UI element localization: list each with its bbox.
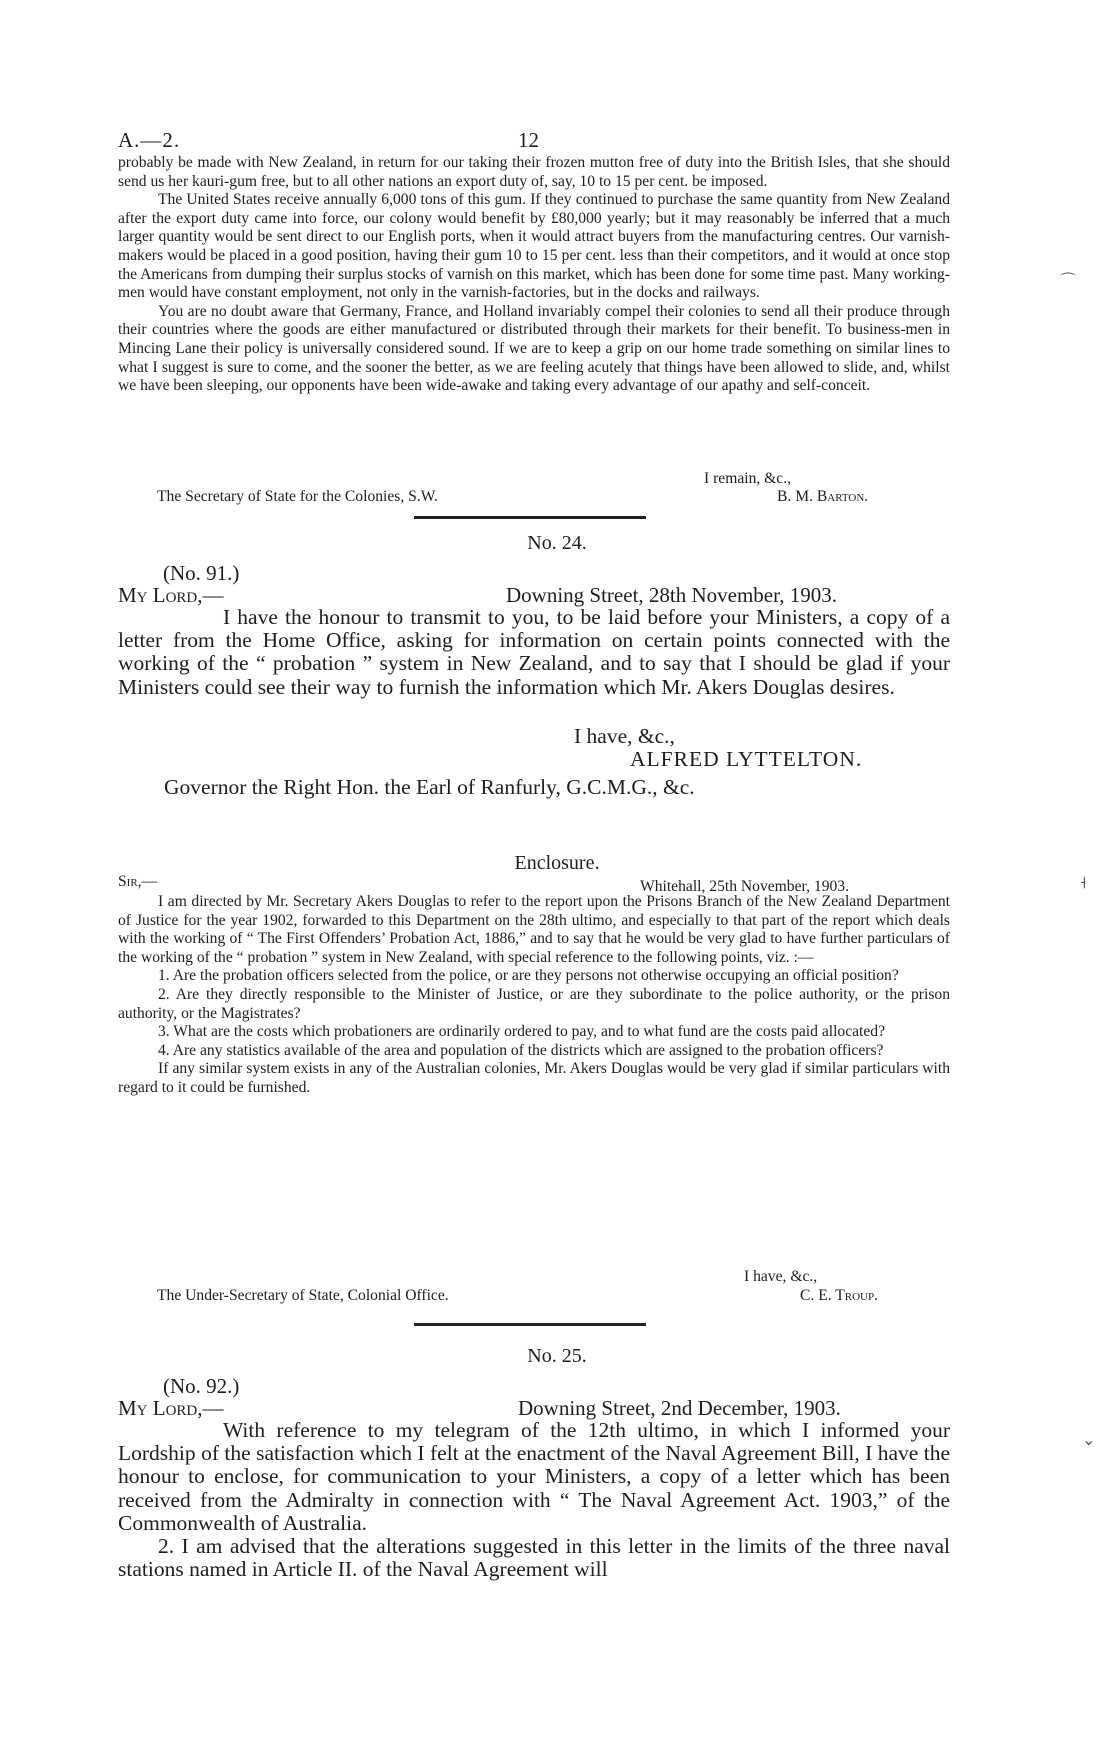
signature: ALFRED LYTTELTON.: [630, 747, 863, 771]
dateline: Downing Street, 2nd December, 1903.: [518, 1396, 841, 1420]
scan-mark: ⌄: [1082, 1432, 1096, 1449]
paragraph: I am directed by Mr. Secretary Akers Douglas to refer to the report upon the Prisons Branch of the New Zealand Department of Justice for the year 1902, forwarded to this Department on the 28th ultimo, and especially to that part of the report which deals with the working of “ The First Offenders’ Probation Act, 1886,” and to say that he would be very glad to have further particulars of the working of the “ probation ” system in New Zealand, with special reference to the following points, viz. :—: [118, 893, 950, 966]
section-heading-no25: No. 25.: [527, 1345, 587, 1367]
dateline: Downing Street, 28th November, 1903.: [506, 583, 838, 607]
paragraph: 1. Are the probation officers selected from the police, or are they persons not otherwise occupying an official position?: [158, 967, 899, 985]
paragraph: The United States receive annually 6,000 tons of this gum. If they continued to purchase the same quantity from New Zealand after the export duty came into force, our colony would benefit by £80,000 yearly; but it may reasonably be inferred that a much larger quantity would be sent direct to our English ports, when it would attract buyers from the manufacturing centres. Our varnish-makers would be placed in a good position, having their gum 10 to 15 per cent. less than their competitors, and it would at once stop the Americans from dumping their surplus stocks of varnish on this market, which has been done for some time past. Many working-men would have constant employment, not only in the varnish-factories, but in the docks and railways.: [118, 191, 950, 302]
section-divider: [414, 1323, 646, 1326]
paragraph: 2. Are they directly responsible to the Minister of Justice, or are they subordinate to the police authority, or the prison authority, or the Magistrates?: [118, 985, 950, 1022]
scan-mark: ⌒: [1060, 273, 1077, 290]
addressee: The Under-Secretary of State, Colonial Office.: [157, 1287, 449, 1304]
despatch-ref: (No. 92.): [163, 1374, 240, 1398]
paragraph: 2. I am advised that the alterations suggested in this letter in the limits of the three naval stations named in Article II. of the Naval Agreement will: [118, 1534, 950, 1582]
salutation: Sir,—: [118, 873, 158, 890]
enclosure-body: [118, 893, 950, 1098]
dateline: Whitehall, 25th November, 1903.: [640, 878, 849, 895]
paragraph: If any similar system exists in any of the Australian colonies, Mr. Akers Douglas would be very glad if similar particulars with regard to it could be furnished.: [118, 1060, 950, 1096]
paragraph: 3. What are the costs which probationers are ordinarily ordered to pay, and to what fund are the costs paid allocated?: [158, 1023, 886, 1041]
letter-continuation: [118, 154, 950, 396]
closing: I remain, &c.,: [704, 470, 792, 487]
paragraph: With reference to my telegram of the 12th ultimo, in which I informed your Lordship of the satisfaction which I felt at the enactment of the Naval Agreement Bill, I have the honour to enclose, for communication to your Ministers, a copy of a letter which has been received from the Admiralty in connection with “ The Naval Agreement Act. 1903,” of the Commonwealth of Australia.: [118, 1418, 950, 1535]
paragraph: 4. Are any statistics available of the area and population of the districts which are assigned to the probation officers?: [158, 1041, 884, 1059]
paragraph: I have the honour to transmit to you, to be laid before your Ministers, a copy of a letter from the Home Office, asking for information on certain points connected with the working of the “ probation ” system in New Zealand, and to say that I should be glad if your Ministers could see their way to furnish the information which Mr. Akers Douglas desires.: [118, 605, 950, 699]
scan-mark: ˧: [1080, 875, 1087, 892]
addressee: Governor the Right Hon. the Earl of Ranfurly, G.C.M.G., &c.: [164, 775, 695, 799]
closing: I have, &c.,: [574, 724, 675, 748]
despatch-body: [118, 606, 950, 699]
salutation: My Lord,—: [118, 1396, 224, 1420]
section-heading-no24: No. 24.: [527, 532, 587, 554]
page-number: 12: [518, 128, 539, 152]
section-divider: [414, 516, 646, 519]
addressee: The Secretary of State for the Colonies, S.W.: [157, 488, 438, 505]
closing: I have, &c.,: [744, 1268, 818, 1285]
enclosure-heading: Enclosure.: [514, 852, 600, 874]
page-reference: A.—2.: [118, 128, 181, 152]
paragraph: You are no doubt aware that Germany, France, and Holland invariably compel their colonies to send all their produce through their countries where the goods are either manufactured or distributed through their markets for their benefit. To business-men in Mincing Lane their policy is universally considered sound. If we are to keep a grip on our home trade something on similar lines to what I suggest is sure to come, and the sooner the better, as we are feeling acutely that things have been allowed to slide, and, whilst we have been sleeping, our opponents have been wide-awake and taking every advantage of our apathy and self-conceit.: [118, 302, 950, 395]
signature: C. E. Troup.: [800, 1287, 879, 1304]
signature: B. M. Barton.: [777, 488, 869, 505]
paragraph: probably be made with New Zealand, in return for our taking their frozen mutton free of duty into the British Isles, that she should send us her kauri-gum free, but to all other nations an export duty of, say, 10 to 15 per cent. be imposed.: [118, 154, 950, 190]
salutation: My Lord,—: [118, 583, 224, 607]
despatch-ref: (No. 91.): [163, 561, 240, 585]
despatch-body: [118, 1419, 950, 1581]
